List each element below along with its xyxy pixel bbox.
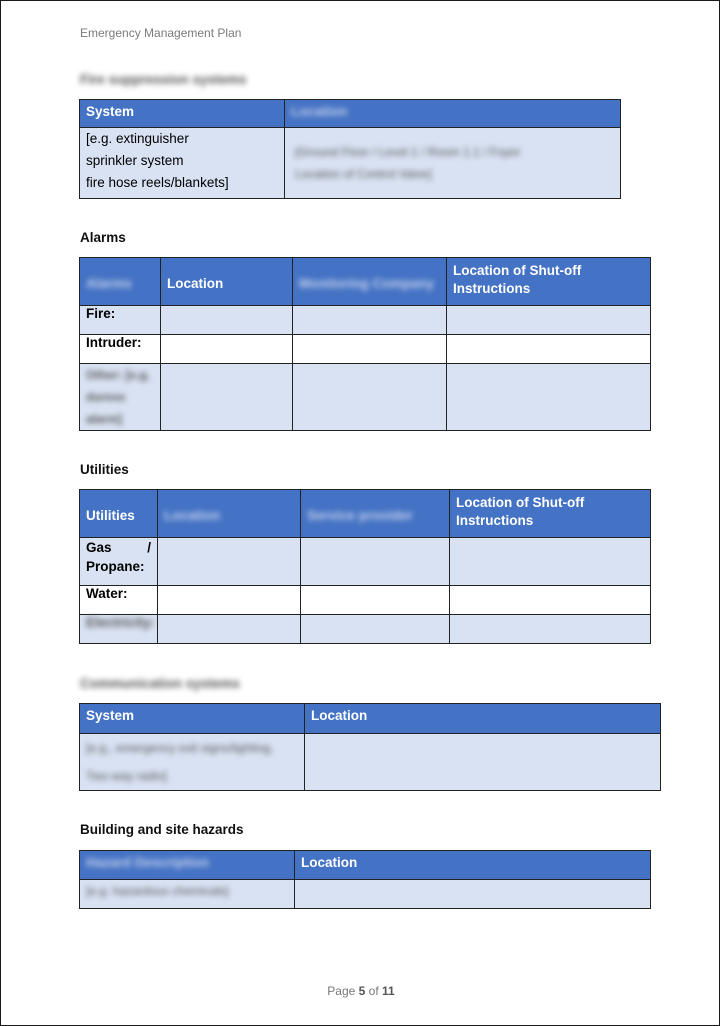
location-line: Location of Control Valve]	[295, 167, 432, 181]
table-row	[80, 615, 651, 644]
hazard-description-cell[interactable]: [e.g. hazardous chemicals]	[80, 880, 295, 909]
page-of-label: of	[368, 984, 379, 998]
table-row	[80, 128, 621, 199]
hazards-table	[79, 850, 651, 909]
row-label-electricity: Electricity:	[80, 615, 158, 644]
column-header-location: Location	[161, 258, 293, 306]
section-title-utilities: Utilities	[80, 462, 129, 477]
location-cell[interactable]	[305, 734, 661, 791]
alarm-monitoring-cell[interactable]	[293, 364, 447, 431]
page-footer	[1, 984, 720, 998]
column-header-service-provider: Service provider	[301, 490, 450, 538]
utility-location-cell[interactable]	[158, 586, 301, 615]
row-label-fire: Fire:	[80, 306, 161, 335]
row-label-intruder: Intruder:	[80, 335, 161, 364]
column-header-monitoring-company: Monitoring Company	[293, 258, 447, 306]
table-row	[80, 734, 661, 791]
system-line: [e.g., emergency exit signs/lighting,	[86, 741, 274, 755]
running-header: Emergency Management Plan	[80, 26, 242, 40]
column-header-location: Location	[158, 490, 301, 538]
utility-shutoff-cell[interactable]	[450, 615, 651, 644]
hazard-location-cell[interactable]	[295, 880, 651, 909]
section-title-alarms: Alarms	[80, 230, 126, 245]
section-title-fire-suppression: Fire suppression systems	[80, 72, 247, 87]
system-line: sprinkler system	[86, 153, 184, 168]
alarm-location-cell[interactable]	[161, 364, 293, 431]
page-label: Page	[327, 984, 356, 998]
utility-provider-cell[interactable]	[301, 586, 450, 615]
column-header-location: Location	[285, 100, 621, 128]
column-header-system: System	[80, 100, 285, 128]
column-header-hazard-description: Hazard Description	[80, 851, 295, 880]
alarm-shutoff-cell[interactable]	[447, 335, 651, 364]
system-cell[interactable]	[80, 128, 285, 199]
current-page-number: 5	[358, 984, 366, 998]
alarm-shutoff-cell[interactable]	[447, 306, 651, 335]
utility-location-cell[interactable]	[158, 538, 301, 586]
alarm-monitoring-cell[interactable]	[293, 306, 447, 335]
utility-shutoff-cell[interactable]	[450, 586, 651, 615]
communication-table	[79, 703, 661, 791]
utility-provider-cell[interactable]	[301, 615, 450, 644]
system-line: [e.g. extinguisher	[86, 131, 189, 146]
column-header-location: Location	[305, 704, 661, 734]
system-cell[interactable]	[80, 734, 305, 791]
column-header-alarms: Alarms	[80, 258, 161, 306]
table-row	[80, 306, 651, 335]
table-row	[80, 880, 651, 909]
row-label-gas-propane: Gas / Propane:	[80, 538, 158, 586]
system-line: Two-way radio]	[86, 769, 167, 783]
table-row	[80, 538, 651, 586]
location-line: [Ground Floor / Level 1 / Room 1.1 / Foyer	[295, 145, 521, 159]
column-header-shutoff-instructions: Location of Shut-off Instructions	[447, 258, 651, 306]
table-row	[80, 335, 651, 364]
column-header-utilities: Utilities	[80, 490, 158, 538]
system-line: fire hose reels/blankets]	[86, 175, 229, 190]
section-title-hazards: Building and site hazards	[80, 822, 244, 837]
total-pages-number: 11	[382, 984, 395, 998]
utility-provider-cell[interactable]	[301, 538, 450, 586]
column-header-shutoff-instructions: Location of Shut-off Instructions	[450, 490, 651, 538]
table-row	[80, 364, 651, 431]
alarms-table	[79, 257, 651, 431]
alarm-location-cell[interactable]	[161, 335, 293, 364]
alarm-location-cell[interactable]	[161, 306, 293, 335]
fire-suppression-table	[79, 99, 621, 199]
utility-location-cell[interactable]	[158, 615, 301, 644]
row-label-water: Water:	[80, 586, 158, 615]
utility-shutoff-cell[interactable]	[450, 538, 651, 586]
alarm-shutoff-cell[interactable]	[447, 364, 651, 431]
row-label-other: Other: [e.g. duress alarm]	[80, 364, 161, 431]
column-header-location: Location	[295, 851, 651, 880]
utilities-table	[79, 489, 651, 644]
alarm-monitoring-cell[interactable]	[293, 335, 447, 364]
table-row	[80, 586, 651, 615]
section-title-communication: Communication systems	[80, 676, 240, 691]
column-header-system: System	[80, 704, 305, 734]
location-cell[interactable]	[285, 128, 621, 199]
